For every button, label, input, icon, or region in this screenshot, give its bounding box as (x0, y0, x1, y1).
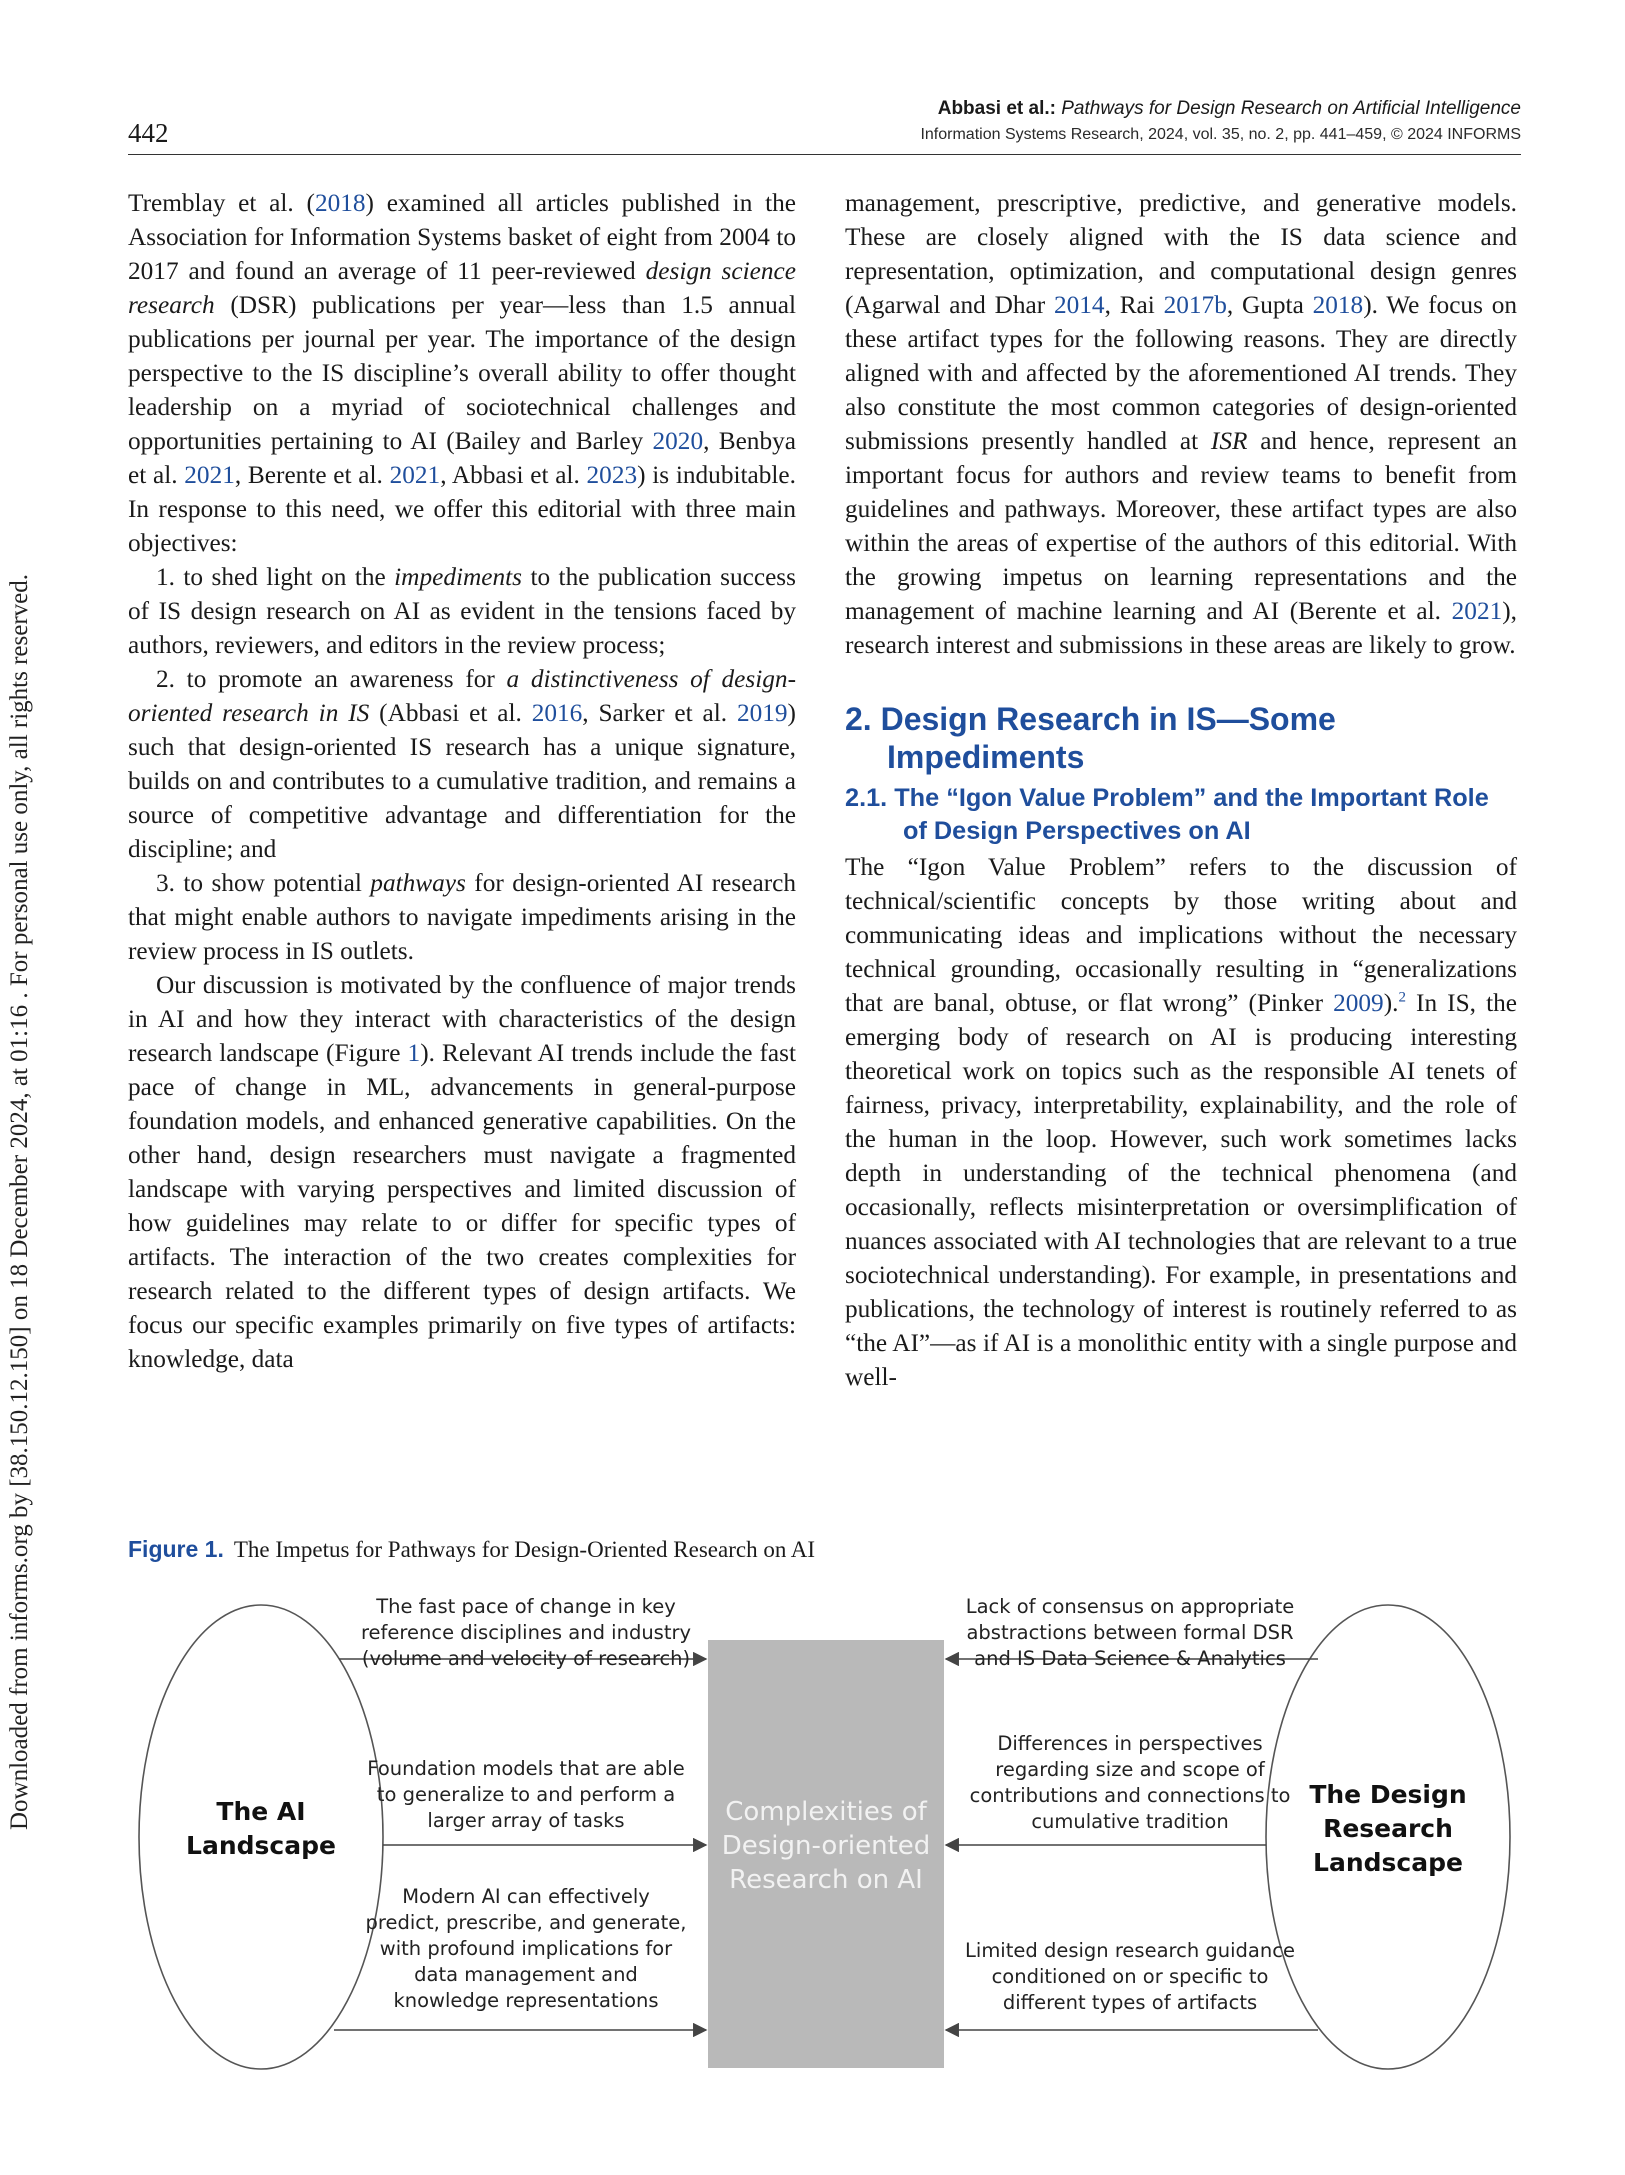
figure-caption (128, 1536, 815, 1563)
diagram-text-line: different types of artifacts (1002, 1991, 1258, 2014)
objective-item-2: 2. to promote an awareness for a distinctiveness of design-oriented research in IS (Abbasi et al. 2016, Sarker et al. 2019) such that design-oriented IS research has a unique signature, builds on and contributes to a cumulative tradition, and remains a source of competitive advantage and differentiation for the discipline; and (128, 665, 796, 863)
diagram-text-line: conditioned on or specific to (991, 1965, 1269, 1988)
design-landscape-label (1309, 1780, 1466, 1877)
left-column (128, 186, 796, 1376)
right-arrow-label-3 (965, 1939, 1295, 2014)
diagram-text-line: Limited design research guidance (965, 1939, 1295, 1962)
citation-link[interactable]: 2018 (314, 189, 366, 217)
header-journal: Information Systems Research, 2024, vol. 35, no. 2, pp. 441–459, © 2024 INFORMS (920, 126, 1521, 143)
diagram-text-line: and IS Data Science & Analytics (974, 1647, 1286, 1670)
diagram-canvas (128, 1580, 1467, 2100)
paragraph: management, prescriptive, predictive, and generative models. These are closely aligned with the IS data science and representation, optimization, and computational design genres (Agarwal and Dhar 2014, Rai 2017b, Gupta 2018). We focus on these artifact types for the following reasons. They are directly aligned with and affected by the aforementioned AI trends. They also constitute the most common categories of design-oriented submissions presently handled at ISR and hence, represent an important focus for authors and review teams to benefit from guidelines and pathways. Moreover, these artifact types are also within the areas of expertise of the authors of this editorial. With the growing impetus on learning representations and the management of machine learning and AI (Berente et al. 2021), research interest and submissions in these areas are likely to grow. (845, 189, 1518, 659)
objective-item-1: 1. to shed light on the impediments to the publication success of IS design research on AI as evident in the tensions faced by authors, reviewers, and editors in the review process; (128, 563, 796, 659)
diagram-text-line: predict, prescribe, and generate, (365, 1911, 687, 1934)
section-heading: 2. Design Research in IS—Some Impediments (845, 701, 1336, 775)
diagram-text-line: larger array of tasks (427, 1809, 625, 1832)
footnote-link[interactable]: 2 (1398, 989, 1406, 1006)
paragraph: Our discussion is motivated by the confluence of major trends in AI and how they interact with characteristics of the design research landscape (Figure 1). Relevant AI trends include the fast pace of change in ML, advancements in general-purpose foundation models, and enhanced generative capabilities. On the other hand, design researchers must navigate a fragmented landscape with varying perspectives and limited discussion of how guidelines may relate to or differ for specific types of artifacts. The interaction of the two creates complexities for research related to the different types of design artifacts. We focus our specific examples primarily on five types of artifacts: knowledge, data (128, 971, 796, 1373)
right-arrow-label-1 (966, 1595, 1295, 1670)
diagram-text-line: Landscape (1313, 1848, 1463, 1877)
diagram-text-line: (volume and velocity of research) (361, 1647, 691, 1670)
right-arrow-label-2 (970, 1732, 1291, 1833)
diagram-text-line: Landscape (186, 1831, 336, 1860)
diagram-text-line: Differences in perspectives (997, 1732, 1263, 1755)
diagram-text-line: The fast pace of change in key (376, 1595, 676, 1618)
diagram-text-line: Research (1323, 1814, 1453, 1843)
diagram-text-line: with profound implications for (379, 1937, 673, 1960)
diagram-text-line: data management and (414, 1963, 638, 1986)
figure-caption-text: The Impetus for Pathways for Design-Oriented Research on AI (233, 1537, 816, 1562)
figure-label: Figure 1. (128, 1536, 224, 1562)
citation-link[interactable]: 2021 (1451, 597, 1503, 625)
subsection-heading: 2.1. The “Igon Value Problem” and the Important Role of Design Perspectives on AI (845, 784, 1489, 845)
diagram-text-line: The AI (216, 1797, 306, 1826)
diagram-text-line: to generalize to and perform a (376, 1783, 676, 1806)
diagram-text-line: regarding size and scope of (995, 1758, 1265, 1781)
diagram-text-line: abstractions between formal DSR (966, 1621, 1294, 1644)
citation-link[interactable]: 2016 (531, 699, 583, 727)
page-number: 442 (128, 118, 169, 148)
center-box-label (722, 1797, 931, 1895)
citation-link[interactable]: 2020 (652, 427, 704, 455)
citation-link[interactable]: 2017b (1163, 291, 1227, 319)
left-arrow-label-3 (366, 1885, 687, 2012)
diagram-text-line: Design-oriented (721, 1831, 931, 1861)
header-title: Pathways for Design Research on Artificial Intelligence (1061, 98, 1521, 119)
paragraph: Tremblay et al. (2018) examined all articles published in the Association for Information Systems basket of eight from 2004 to 2017 and found an average of 11 peer-reviewed design science research (DSR) publications per year—less than 1.5 annual publications per journal per year. The importance of the design perspective to the IS discipline’s overall ability to offer thought leadership on a myriad of sociotechnical challenges and opportunities pertaining to AI (Bailey and Barley 2020, Benbya et al. 2021, Berente et al. 2021, Abbasi et al. 2023) is indubitable. In response to this need, we offer this editorial with three main objectives: (128, 189, 796, 557)
header-authors: Abbasi et al.: (937, 98, 1056, 119)
download-watermark: Downloaded from informs.org by [38.150.12.150] on 18 December 2024, at 01:16 . For personal use only, all rights reserved. (6, 573, 33, 1830)
header-rule (128, 154, 1521, 155)
objective-item-3: 3. to show potential pathways for design-oriented AI research that might enable authors to navigate impediments arising in the review process in IS outlets. (128, 869, 796, 965)
running-header (938, 98, 1521, 120)
citation-link[interactable]: 2023 (586, 461, 638, 489)
paragraph: The “Igon Value Problem” refers to the discussion of technical/scientific concepts by those writing about and communicating ideas and implications without the necessary technical grounding, occasionally resulting in “generalizations that are banal, obtuse, or flat wrong” (Pinker 2009).$^2$ In IS, the emerging body of research on AI is producing interesting theoretical work on topics such as the responsible AI tenets of fairness, privacy, interpretability, explainability, and the role of the human in the loop. However, such work sometimes lacks depth in understanding of the technical phenomena (and occasionally, reflects misinterpretation or oversimplification of nuances associated with AI technologies that are relevant to a true sociotechnical understanding). For example, in presentations and publications, the technology of interest is routinely referred to as “the AI”—as if AI is a monolithic entity with a single purpose and well- (845, 853, 1517, 1391)
diagram-text-line: Foundation models that are able (367, 1757, 685, 1780)
diagram-text-line: reference disciplines and industry (360, 1621, 692, 1644)
left-arrow-label-1 (361, 1595, 691, 1670)
citation-link[interactable]: 2021 (389, 461, 441, 489)
diagram-text-line: contributions and connections to (969, 1784, 1291, 1807)
diagram-text-line: Lack of consensus on appropriate (965, 1595, 1295, 1618)
diagram-text-line: knowledge representations (393, 1989, 659, 2012)
citation-link[interactable]: 2009 (1333, 989, 1384, 1017)
citation-link[interactable]: 2014 (1053, 291, 1105, 319)
citation-link[interactable]: 2019 (736, 699, 788, 727)
citation-link[interactable]: 2018 (1312, 291, 1364, 319)
right-column (845, 186, 1517, 1394)
diagram-text-line: Modern AI can effectively (402, 1885, 650, 1908)
diagram-text-line: Complexities of (725, 1797, 927, 1827)
diagram-text-line: Research on AI (729, 1865, 923, 1895)
figure-link[interactable]: 1 (407, 1039, 421, 1067)
diagram-text-line: cumulative tradition (1031, 1810, 1229, 1833)
left-arrow-label-2 (367, 1757, 684, 1832)
diagram-text-line: The Design (1309, 1780, 1467, 1809)
figure-diagram (128, 1580, 1467, 2100)
citation-link[interactable]: 2021 (184, 461, 235, 489)
